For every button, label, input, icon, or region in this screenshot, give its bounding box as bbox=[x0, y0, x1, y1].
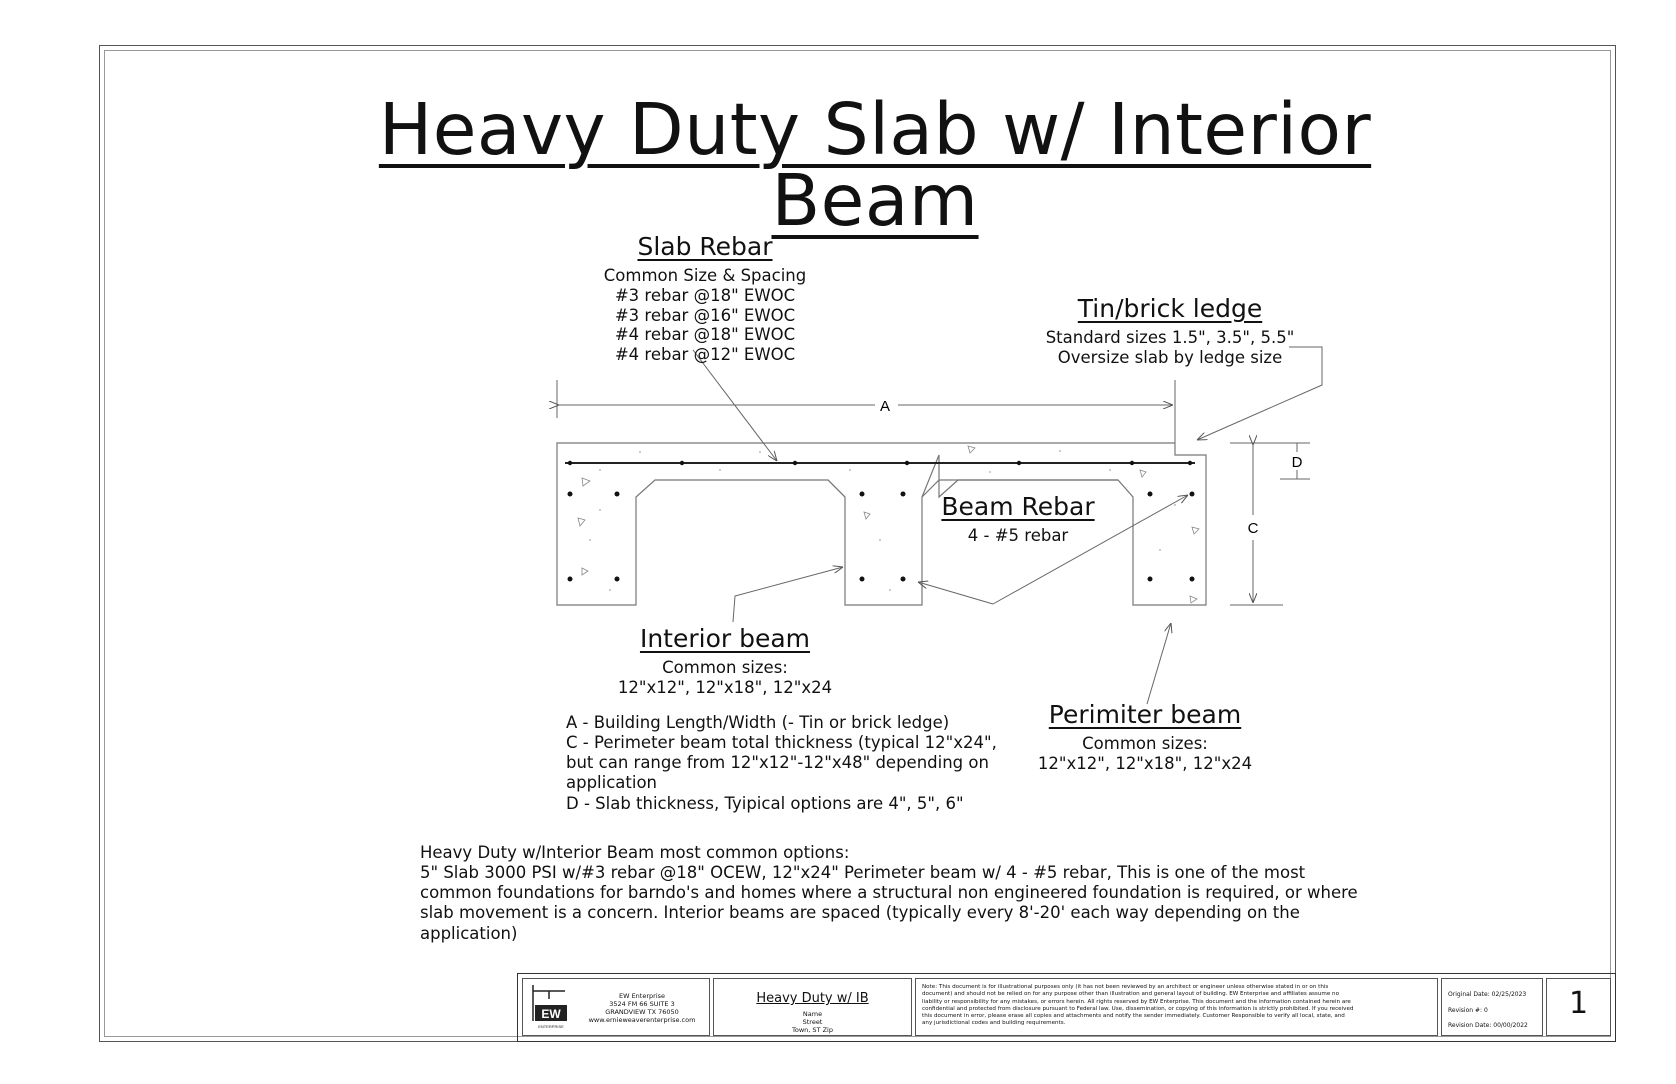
interior-beam-line: Common sizes: bbox=[662, 658, 788, 677]
owner-name: Name bbox=[802, 1010, 823, 1018]
svg-text:ENTERPRISE: ENTERPRISE bbox=[538, 1024, 564, 1029]
revision-cell bbox=[1441, 978, 1543, 1036]
slab-rebar-label bbox=[565, 232, 845, 365]
sheet-number-cell bbox=[1546, 978, 1611, 1036]
disclaimer-line: Note: This document is for illustrational purposes only (it has not been reviewed by an architect or engineer unless otherwise stated in or on this bbox=[922, 984, 1329, 990]
page-title: Heavy Duty Slab w/ Interior Beam bbox=[378, 88, 1372, 242]
interior-beam-heading: Interior beam bbox=[639, 624, 811, 653]
beam-rebar-line: 4 - #5 rebar bbox=[967, 526, 1069, 545]
dim-c-label: C bbox=[1247, 520, 1259, 537]
dimension-legend bbox=[566, 713, 997, 814]
interior-beam-label bbox=[595, 624, 855, 698]
original-date: Original Date: 02/25/2023 bbox=[1448, 991, 1527, 998]
beam-rebar-label bbox=[918, 492, 1118, 546]
dim-a-label: A bbox=[879, 398, 891, 415]
ledge-line: Oversize slab by ledge size bbox=[1057, 347, 1283, 367]
beam-rebar-heading: Beam Rebar bbox=[941, 492, 1095, 521]
owner-town: Town, ST Zip bbox=[792, 1026, 833, 1034]
summary-notes bbox=[420, 843, 1358, 944]
company-address-1: 3524 FM 66 SUITE 3 bbox=[609, 1000, 675, 1009]
slab-rebar-line: Common Size & Spacing bbox=[603, 266, 807, 285]
perimeter-beam-line: 12"x12", 12"x18", 12"x24 bbox=[1037, 753, 1253, 773]
slab-rebar-heading: Slab Rebar bbox=[637, 232, 773, 261]
company-cell bbox=[522, 978, 710, 1036]
slab-rebar-line: #4 rebar @18" EWOC bbox=[614, 325, 796, 345]
summary-line: application) bbox=[420, 923, 518, 943]
legend-line: D - Slab thickness, Tyipical options are 4", 5", 6" bbox=[566, 793, 964, 813]
slab-rebar-line: #4 rebar @12" EWOC bbox=[614, 345, 796, 365]
drawing-name-cell bbox=[713, 978, 912, 1036]
legend-line: but can range from 12"x12"-12"x48" depending on bbox=[566, 753, 989, 773]
perimeter-beam-heading: Perimiter beam bbox=[1048, 700, 1242, 729]
logo-icon bbox=[529, 983, 573, 1031]
revision-number: Revision #: 0 bbox=[1448, 1006, 1488, 1014]
legend-line: C - Perimeter beam total thickness (typical 12"x24", bbox=[566, 733, 997, 753]
disclaimer-line: this document in error, please erase all copies and attachments and notify the sender immediately. Customer Responsible to verify all local, state, and bbox=[922, 1013, 1345, 1020]
legend-line: A - Building Length/Width (- Tin or brick ledge) bbox=[566, 713, 950, 732]
disclaimer-line: document) and should not be relied on for any purpose other than illustration and general layout of building. EW Enterprise and affiliates assume no bbox=[922, 991, 1340, 998]
dim-d-label: D bbox=[1291, 454, 1303, 471]
summary-line: common foundations for barndo's and homes where a structural non engineered foundation is required, or where bbox=[420, 883, 1358, 903]
owner-street: Street bbox=[802, 1018, 823, 1026]
disclaimer-line: confidential and protected from disclosure pursuant to Federal law. Use, dissemination, or copying of this information is strictly prohibited. If you received bbox=[922, 1005, 1354, 1012]
drawing-name: Heavy Duty w/ IB bbox=[756, 991, 869, 1006]
perimeter-beam-label bbox=[1015, 700, 1275, 774]
disclaimer-line: any jurisdictional codes and building requirements. bbox=[922, 1020, 1066, 1027]
summary-line: slab movement is a concern. Interior beams are spaced (typically every 8'-20' each way depending on the bbox=[420, 903, 1300, 923]
summary-line: 5" Slab 3000 PSI w/#3 rebar @18" OCEW, 12"x24" Perimeter beam w/ 4 - #5 rebar, This is one of the most bbox=[420, 863, 1306, 883]
revision-date: Revision Date: 00/00/2022 bbox=[1448, 1022, 1528, 1030]
disclaimer-cell bbox=[915, 978, 1438, 1036]
perimeter-beam-line: Common sizes: bbox=[1082, 734, 1208, 753]
ledge-line: Standard sizes 1.5", 3.5", 5.5" bbox=[1045, 328, 1295, 347]
svg-text:EW: EW bbox=[541, 1007, 561, 1021]
sheet-number: 1 bbox=[1568, 986, 1589, 1021]
slab-rebar-line: #3 rebar @18" EWOC bbox=[614, 285, 796, 305]
summary-line: Heavy Duty w/Interior Beam most common options: bbox=[420, 843, 850, 862]
company-address-2: GRANDVIEW TX 76050 bbox=[605, 1008, 679, 1017]
slab-rebar-line: #3 rebar @16" EWOC bbox=[614, 305, 796, 325]
company-name: EW Enterprise bbox=[618, 992, 666, 1000]
company-website: www.ernieweaverenterprise.com bbox=[588, 1016, 696, 1025]
interior-beam-line: 12"x12", 12"x18", 12"x24 bbox=[617, 677, 833, 697]
company-logo bbox=[529, 983, 573, 1031]
legend-line: application bbox=[566, 773, 658, 793]
ledge-heading: Tin/brick ledge bbox=[1077, 294, 1263, 323]
ledge-label bbox=[1030, 294, 1310, 368]
disclaimer-line: liability or responsibility for any mistakes, or errors herein. All rights reserved by EW Enterprise. This document and the information contained herein are bbox=[922, 998, 1351, 1005]
dimension-a bbox=[557, 380, 1175, 448]
